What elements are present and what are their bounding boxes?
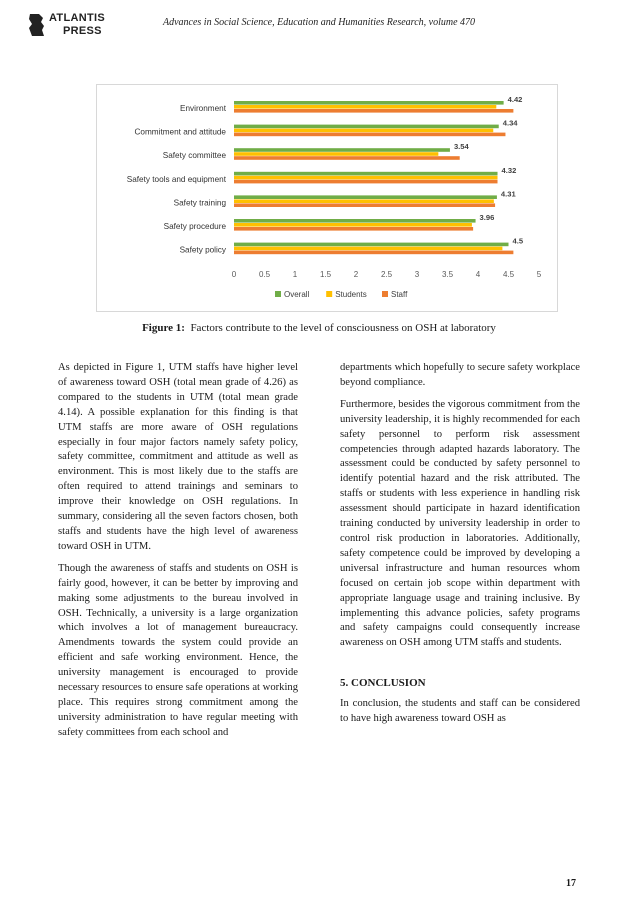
data-label: 4.42 bbox=[507, 95, 523, 104]
x-tick-label: 1 bbox=[292, 270, 298, 279]
bar-students-1 bbox=[234, 129, 493, 133]
bar-staff-3 bbox=[234, 180, 498, 184]
data-label: 4.31 bbox=[500, 189, 516, 199]
category-label: Safety committee bbox=[162, 151, 226, 161]
data-label: 4.5 bbox=[512, 236, 524, 246]
bar-staff-2 bbox=[234, 156, 460, 160]
x-tick-label: 2.5 bbox=[380, 270, 393, 279]
legend-swatch-overall bbox=[275, 291, 281, 297]
paragraph: Though the awareness of staffs and students on OSH is fairly good, however, it can be better by improving and making some adjustments to the bureau involved in OSH. Technically, a university is a large organization which involves a lot of management bureaucracy. Amendments towards the system could provide an efficient and safe working environment. Hence, the university management is encouraged to provide necessary resources to ensure safe operations at working place. This requires strong commitment among the university administration to have regular meeting with safety committees from each school and bbox=[58, 562, 298, 738]
bar-students-3 bbox=[234, 176, 498, 180]
paragraph: As depicted in Figure 1, UTM staffs have higher level of awareness toward OSH (total mean grade of 4.26) as compared to the students in UTM (total mean grade 4.14). A possible explanation for this finding is that UTM staffs are more aware of OSH regulations especially in four major factors namely safety policy, safety committee, commitment and attitude as well as environment. This is most likely due to the staffs are often required to attend trainings and seminars to improve their knowledge on OSH regulations. In summary, considering all the seven factors chosen, both staffs and students have the high level of awareness toward OSH in UTM. bbox=[58, 362, 298, 552]
bar-overall-2 bbox=[234, 148, 450, 152]
figure-caption bbox=[0, 322, 638, 334]
category-label: Safety training bbox=[173, 198, 226, 208]
bar-overall-3 bbox=[234, 172, 498, 176]
x-tick-label: 0.5 bbox=[258, 270, 271, 279]
category-label: Environment bbox=[180, 104, 226, 113]
journal-header: Advances in Social Science, Education and Humanities Research, volume 470 bbox=[162, 17, 476, 28]
legend-label: Staff bbox=[391, 290, 408, 299]
legend-swatch-staff bbox=[382, 291, 388, 297]
caption-label: Figure 1: bbox=[142, 322, 185, 334]
bar-overall-6 bbox=[234, 243, 509, 247]
page-number: 17 bbox=[566, 878, 576, 889]
caption-text: Factors contribute to the level of consciousness on OSH at laboratory bbox=[190, 322, 496, 334]
right-column bbox=[340, 361, 580, 734]
bar-overall-1 bbox=[234, 125, 499, 129]
bar-overall-5 bbox=[234, 219, 476, 223]
bar-students-0 bbox=[234, 105, 496, 109]
data-label: 4.32 bbox=[501, 165, 517, 175]
bar-staff-0 bbox=[234, 109, 513, 113]
data-label: 3.96 bbox=[479, 213, 495, 222]
legend-label: Overall bbox=[284, 290, 310, 299]
bar-students-4 bbox=[234, 199, 494, 203]
category-label: Safety procedure bbox=[163, 222, 226, 231]
bar-staff-5 bbox=[234, 227, 473, 231]
legend-swatch-students bbox=[326, 291, 332, 297]
x-tick-label: 4.5 bbox=[502, 270, 515, 279]
category-label: Safety tools and equipment bbox=[126, 174, 226, 184]
bar-overall-4 bbox=[234, 195, 497, 199]
publisher-name-line1: ATLANTIS bbox=[49, 12, 105, 24]
x-tick-label: 3.5 bbox=[441, 270, 454, 279]
legend-label: Students bbox=[335, 290, 367, 299]
paragraph: In conclusion, the students and staff can be considered to have high awareness toward OSH as bbox=[340, 698, 580, 725]
category-label: Safety policy bbox=[179, 245, 226, 255]
bar-staff-4 bbox=[234, 203, 495, 207]
bar-students-2 bbox=[234, 152, 438, 156]
bar-students-5 bbox=[234, 223, 472, 227]
x-tick-label: 3 bbox=[414, 270, 420, 279]
section-heading: 5. CONCLUSION bbox=[340, 677, 426, 690]
x-tick-label: 5 bbox=[536, 270, 542, 279]
chart-svg bbox=[97, 85, 557, 311]
x-tick-label: 1.5 bbox=[319, 270, 332, 279]
x-tick-label: 4 bbox=[475, 270, 481, 279]
left-column bbox=[58, 361, 298, 748]
paragraph: Furthermore, besides the vigorous commitment from the university leadership, it is highly recommended for each safety personnel to perform risk assessment competencies through adapted hazards laboratory. The assessment could be conducted by safety personnel to identify potential hazard and the risk attributed. The staffs or students with less experience in handling risk assessment should participate in hazard identification training conducted by university leadership in order to control risk production in laboratories. Additionally, safety competence could be improved by developing a universal infrastructure and human resources whom focused on certain job scope within department with appropriate language usage and training inclusive. By implementing this advance policies, safety programs and safety campaigns could consequently increase awareness on OSH among UTM staffs and students. bbox=[340, 398, 580, 649]
bar-overall-0 bbox=[234, 101, 504, 105]
paragraph: departments which hopefully to secure safety workplace beyond compliance. bbox=[340, 362, 580, 388]
category-label: Commitment and attitude bbox=[134, 127, 226, 137]
x-tick-label: 2 bbox=[353, 270, 359, 279]
bar-staff-6 bbox=[234, 251, 513, 255]
bar-staff-1 bbox=[234, 133, 505, 137]
x-tick-label: 0 bbox=[231, 270, 237, 279]
data-label: 4.34 bbox=[502, 118, 518, 128]
bar-students-6 bbox=[234, 247, 502, 251]
factors-bar-chart bbox=[96, 84, 558, 312]
publisher-name-line2: PRESS bbox=[63, 25, 102, 37]
data-label: 3.54 bbox=[453, 142, 469, 152]
